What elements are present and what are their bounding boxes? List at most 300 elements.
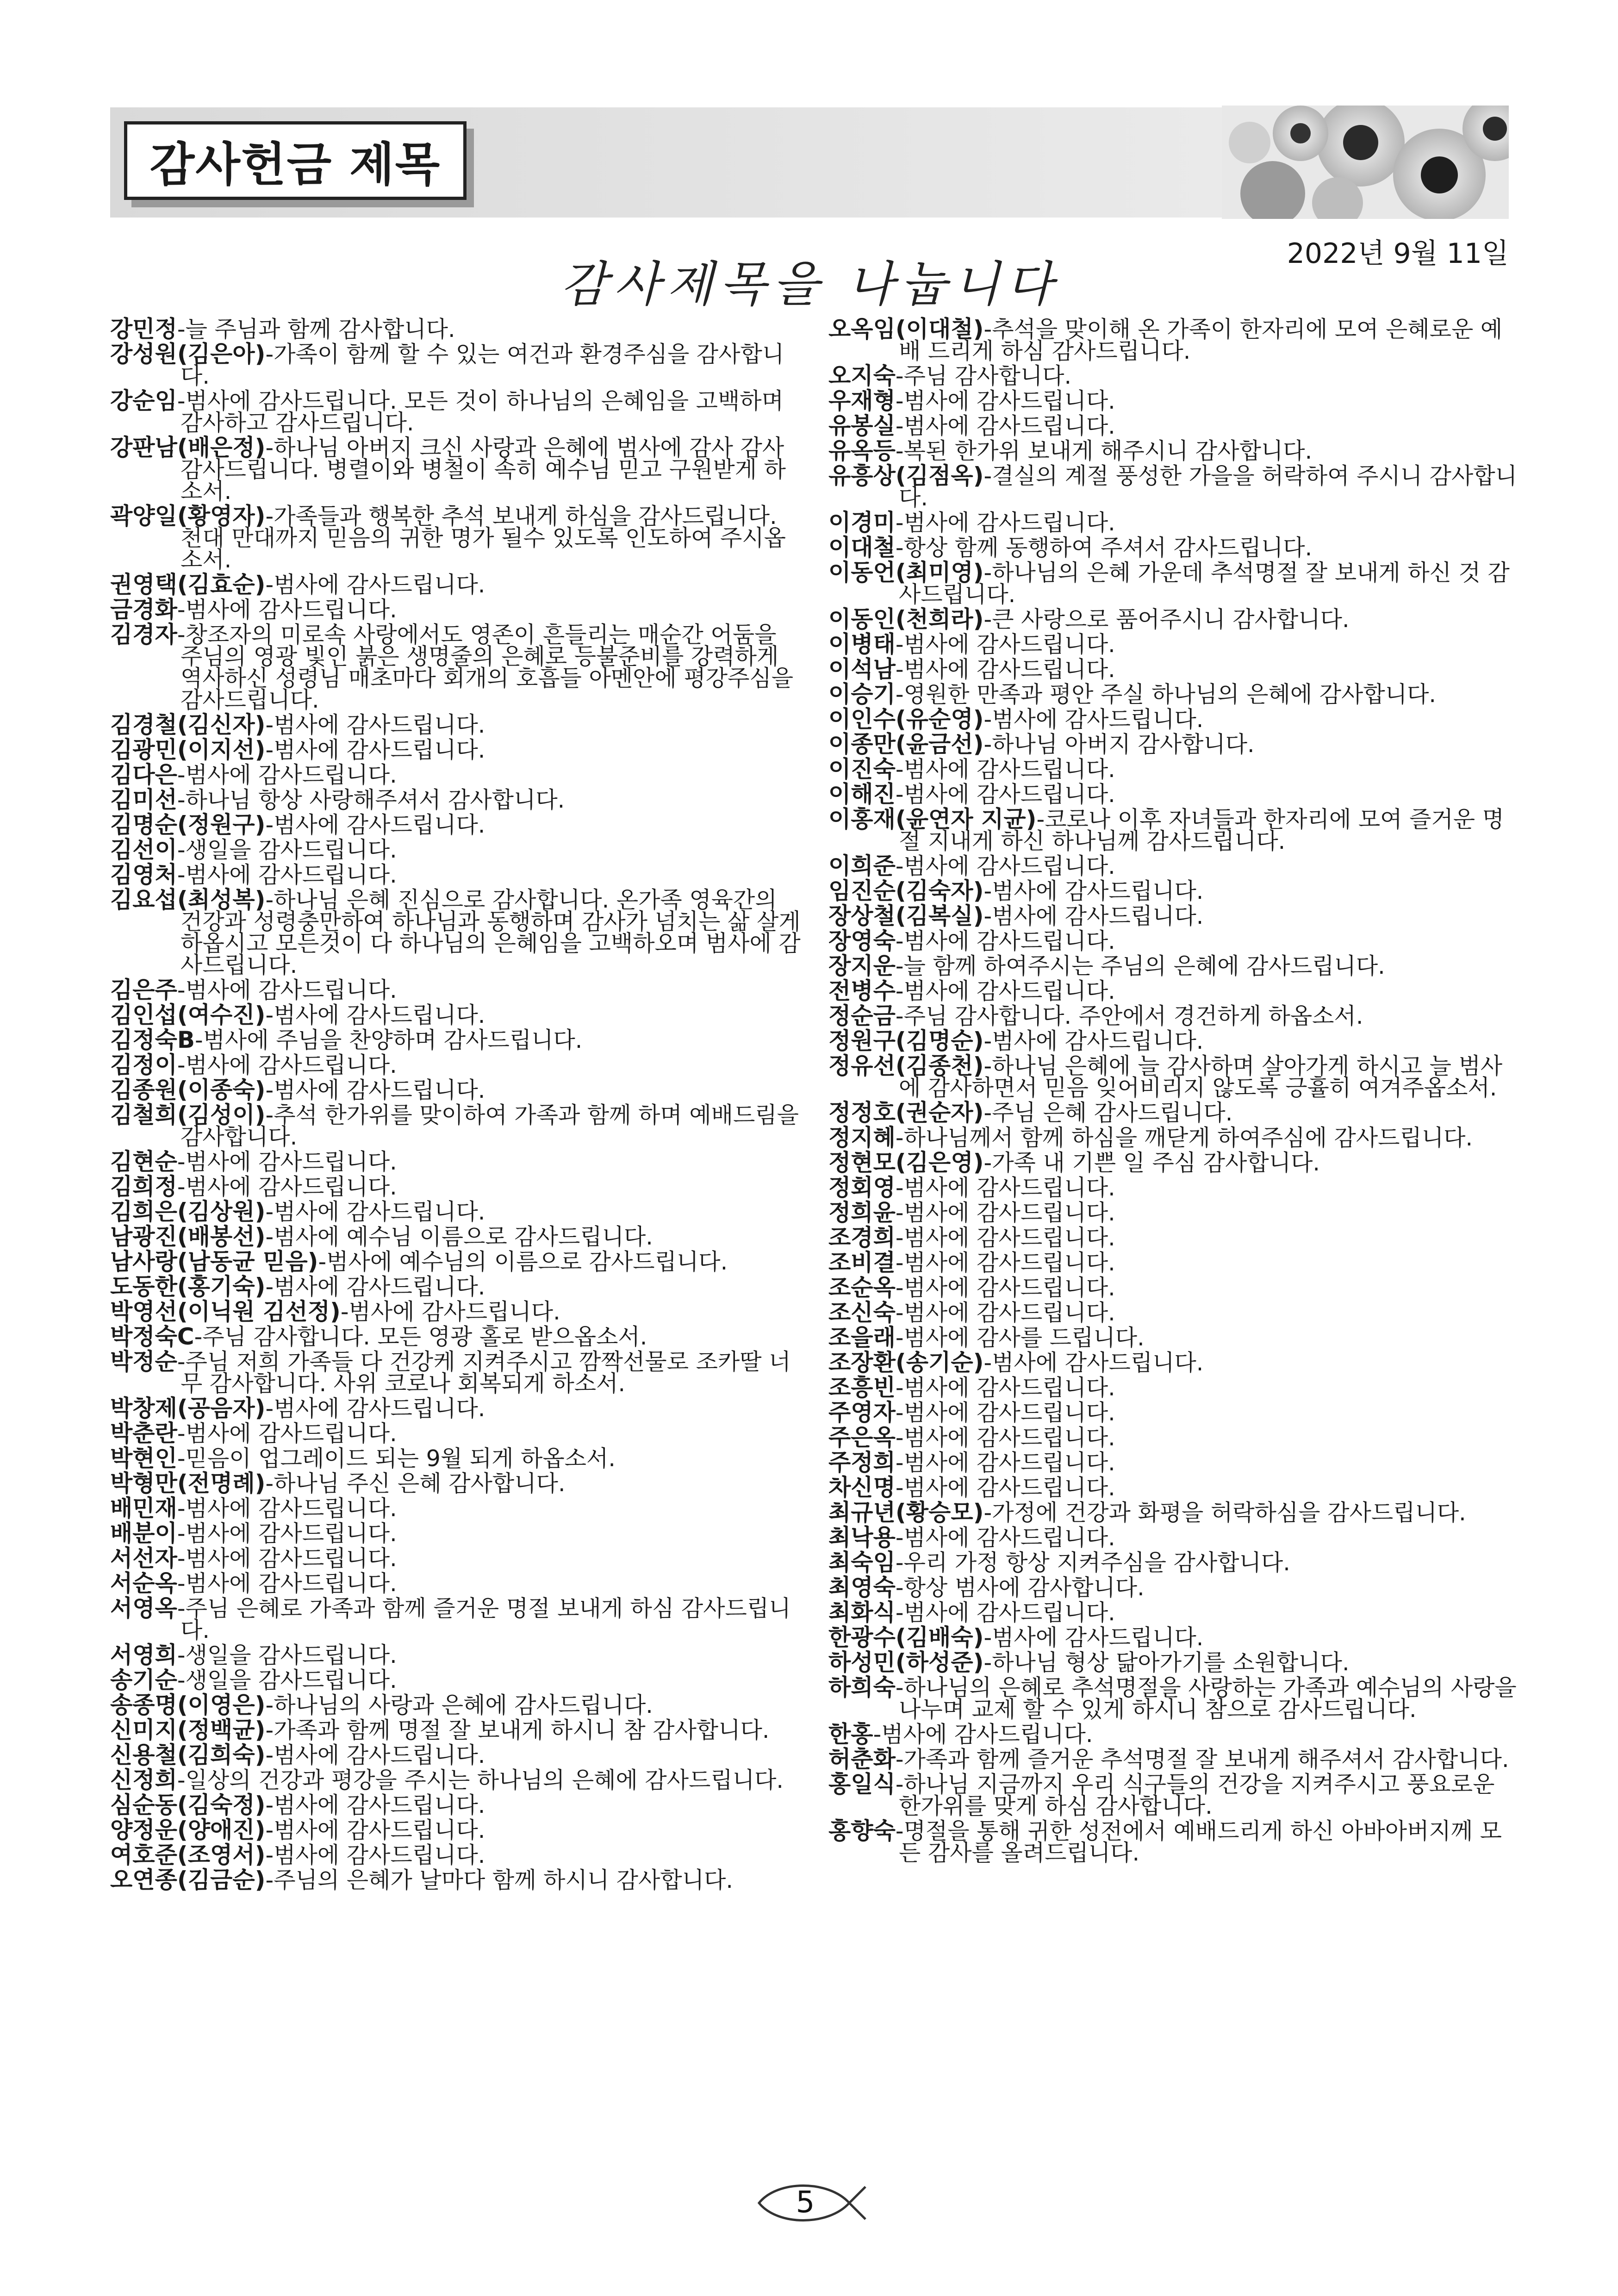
entry-text: 범사에 감사드립니다. — [274, 1002, 485, 1028]
entry-text: 범사에 감사드립니다. — [274, 712, 485, 738]
entry-separator: - — [265, 1692, 274, 1718]
entry-separator: - — [177, 1052, 186, 1078]
thanks-entry — [110, 1744, 804, 1766]
entry-name: 장지운 — [828, 952, 896, 979]
entry-separator: - — [177, 1520, 186, 1547]
entry-name: 조경희 — [828, 1224, 896, 1251]
entry-name: 김미선 — [110, 786, 177, 813]
entry-separator: - — [265, 1470, 274, 1497]
entry-text: 추석을 맞이해 온 가족이 한자리에 모여 은혜로운 예배 드리게 하심 감사드립니다. — [899, 316, 1503, 364]
entry-text: 범사에 감사드립니다. — [185, 597, 397, 623]
entry-text: 하나님 아버지 감사합니다. — [992, 731, 1255, 758]
entry-separator: - — [983, 1053, 992, 1079]
entry-separator: - — [895, 978, 904, 1004]
thanks-entry — [828, 1474, 1523, 1501]
entry-name: 박현인 — [110, 1445, 177, 1472]
entry-text: 늘 주님과 함께 감사합니다. — [185, 316, 455, 342]
thanks-entry — [110, 1273, 804, 1300]
entry-separator: - — [265, 1077, 274, 1103]
entry-name: 한광수(김배숙) — [828, 1624, 984, 1651]
entry-text: 주님 감사합니다. — [903, 363, 1072, 389]
entry-text: 범사에 감사드립니다. — [903, 1225, 1115, 1251]
entry-name: 김인섭(여수진) — [110, 1002, 266, 1028]
entry-text: 하나님 은혜 진심으로 감사합니다. 온가족 영육간의 건강과 성령충만하여 하나님과 동행하며 감사가 넘치는 삶 살게 하옵시고 모든것이 다 하나님의 은혜임을 고백하오며 범사에 감사드립니다. — [180, 887, 801, 978]
left-column — [110, 318, 804, 1894]
entry-separator: - — [177, 1149, 186, 1175]
entry-separator: - — [895, 1425, 904, 1451]
entry-name: 오옥임(이대철) — [828, 316, 984, 342]
entry-separator: - — [177, 762, 186, 788]
thanks-entry — [828, 318, 1523, 362]
thanks-entry — [828, 927, 1523, 954]
thanks-entry — [110, 836, 804, 863]
entry-text: 주님 은혜 감사드립니다. — [992, 1100, 1233, 1126]
entry-name: 정원구(김명순) — [828, 1027, 984, 1054]
entry-separator: - — [177, 1420, 186, 1447]
entry-name: 하성민(하성준) — [828, 1649, 984, 1676]
thanks-entry — [828, 1274, 1523, 1301]
entry-separator: - — [265, 503, 274, 529]
entry-separator: - — [318, 1249, 327, 1275]
thanks-entry — [110, 505, 804, 571]
entry-separator: - — [895, 510, 904, 536]
entry-name: 오지숙 — [828, 362, 896, 389]
entry-name: 송종명(이영은) — [110, 1692, 266, 1718]
entry-separator: - — [265, 1717, 274, 1743]
entry-name: 김명순(정원구) — [110, 811, 266, 838]
entry-text: 범사에 감사드립니다. — [903, 928, 1115, 954]
thanks-entry — [110, 1004, 804, 1026]
thanks-entry — [110, 1148, 804, 1175]
entry-name: 우재형 — [828, 387, 896, 414]
entry-separator: - — [983, 1350, 992, 1376]
entry-name: 김다은 — [110, 761, 177, 788]
entry-name: 차신명 — [828, 1474, 896, 1501]
entry-separator: - — [1036, 806, 1045, 833]
entry-separator: - — [895, 1549, 904, 1576]
entry-name: 유흥상(김점옥) — [828, 462, 984, 489]
thanks-entry — [828, 1124, 1523, 1151]
thanks-entry — [110, 1719, 804, 1741]
entry-text: 범사에 감사드립니다. — [274, 1274, 485, 1300]
entry-separator: - — [983, 1028, 992, 1054]
entry-name: 최규년(황승모) — [828, 1499, 984, 1526]
entry-name: 신용철(김희숙) — [110, 1742, 266, 1768]
entry-text: 범사에 감사드립니다. — [903, 510, 1115, 536]
entry-name: 김은주 — [110, 977, 177, 1003]
entry-text: 범사에 감사드립니다. — [903, 413, 1115, 439]
entry-name: 송기순 — [110, 1667, 177, 1693]
entry-text: 범사에 감사드립니다. — [881, 1721, 1093, 1748]
thanks-entry — [828, 1599, 1523, 1626]
entry-separator: - — [895, 781, 904, 808]
entry-separator: - — [895, 1475, 904, 1501]
thanks-entry — [828, 387, 1523, 414]
thanks-entry — [828, 1549, 1523, 1576]
entry-separator: - — [895, 656, 904, 683]
entry-separator: - — [265, 1742, 274, 1768]
entry-text: 추석 한가위를 맞이하여 가족과 함께 하며 예배드림을 감사합니다. — [180, 1102, 799, 1150]
entry-name: 박영선(이닉원 김선정) — [110, 1298, 341, 1325]
thanks-entry — [828, 1199, 1523, 1226]
thanks-entry — [110, 711, 804, 738]
section-subtitle: 감사제목을 나눕니다 — [560, 256, 1059, 312]
thanks-entry — [828, 781, 1523, 808]
thanks-entry — [828, 1649, 1523, 1676]
entry-separator: - — [177, 977, 186, 1003]
entry-name: 한홍 — [828, 1721, 873, 1748]
entry-name: 서영옥 — [110, 1595, 177, 1622]
thanks-entry — [110, 387, 804, 436]
entry-text: 범사에 감사를 드립니다. — [903, 1325, 1145, 1351]
entry-name: 정유선(김종천) — [828, 1052, 984, 1079]
entry-text: 가족과 함께 명절 잘 보내게 하시니 참 감사합니다. — [274, 1717, 770, 1743]
entry-name: 김경자 — [110, 621, 177, 648]
entry-text: 생일을 감사드립니다. — [185, 837, 397, 863]
entry-separator: - — [983, 463, 992, 489]
entry-text: 범사에 감사드립니다. — [903, 978, 1115, 1004]
entry-text: 범사에 감사드립니다. — [185, 1570, 397, 1597]
thanks-entry — [828, 1574, 1523, 1601]
thanks-entry — [110, 1223, 804, 1250]
entry-separator: - — [177, 622, 186, 648]
entry-name: 홍향숙 — [828, 1817, 896, 1844]
entry-name: 주정희 — [828, 1449, 896, 1476]
entry-name: 김철희(김성이) — [110, 1101, 266, 1128]
thanks-entry — [828, 977, 1523, 1004]
entry-name: 이병태 — [828, 631, 896, 658]
entry-text: 범사에 감사드립니다. — [185, 1149, 397, 1175]
entry-separator: - — [983, 1649, 992, 1676]
thanks-entry — [110, 1470, 804, 1497]
entry-separator: - — [177, 1667, 186, 1693]
entry-separator: - — [265, 712, 274, 738]
entry-text: 범사에 감사드립니다. — [992, 1350, 1204, 1376]
entry-name: 김광민(이지선) — [110, 736, 266, 763]
thanks-entry — [828, 1099, 1523, 1126]
thanks-entry — [110, 811, 804, 838]
thanks-entry — [110, 1769, 804, 1791]
thanks-entry — [110, 886, 804, 978]
entry-separator: - — [895, 1375, 904, 1401]
entry-text: 범사에 감사드립니다. — [185, 762, 397, 788]
thanks-entry — [110, 571, 804, 598]
entry-name: 김정숙B — [110, 1027, 195, 1053]
entry-name: 조흥빈 — [828, 1374, 896, 1401]
thanks-entry — [110, 1794, 804, 1816]
entry-separator: - — [265, 435, 274, 461]
entry-name: 김요섭(최성복) — [110, 886, 266, 913]
entry-text: 하나님 형상 닮아가기를 소원합니다. — [992, 1649, 1350, 1676]
entry-text: 생일을 감사드립니다. — [185, 1642, 397, 1668]
entry-text: 주님의 은혜가 날마다 함께 하시니 감사합니다. — [274, 1867, 734, 1893]
entry-name: 김경철(김신자) — [110, 711, 266, 738]
entry-separator: - — [265, 572, 274, 598]
entry-separator: - — [177, 787, 186, 813]
thanks-entry — [828, 1052, 1523, 1101]
entry-separator: - — [983, 903, 992, 929]
entry-separator: - — [177, 1570, 186, 1597]
entry-name: 박정숙C — [110, 1323, 194, 1350]
entry-separator: - — [895, 1125, 904, 1151]
entry-text: 생일을 감사드립니다. — [185, 1667, 397, 1693]
entry-separator: - — [177, 1445, 186, 1472]
entry-separator: - — [265, 1842, 274, 1868]
entry-text: 범사에 감사드립니다. — [185, 977, 397, 1003]
entry-name: 임진순(김숙자) — [828, 877, 984, 904]
entry-separator: - — [983, 606, 992, 633]
entry-separator: - — [895, 1450, 904, 1476]
thanks-entry — [828, 1299, 1523, 1326]
entry-name: 이승기 — [828, 681, 896, 708]
thanks-entry — [828, 534, 1523, 561]
thanks-entry — [828, 1817, 1523, 1866]
entry-text: 주님 은혜로 가족과 함께 즐거운 명절 보내게 하심 감사드립니다. — [180, 1595, 791, 1643]
entry-separator: - — [265, 1395, 274, 1422]
thanks-entry — [110, 1054, 804, 1076]
thanks-entry — [828, 952, 1523, 979]
thanks-entry — [110, 1520, 804, 1547]
entry-text: 주님 감사합니다. 주안에서 경건하게 하옵소서. — [903, 1003, 1363, 1029]
entry-name: 서선자 — [110, 1545, 177, 1572]
entry-text: 하나님의 사랑과 은혜에 감사드립니다. — [274, 1692, 653, 1718]
entry-name: 정지혜 — [828, 1124, 896, 1151]
thanks-entry — [110, 621, 804, 713]
entry-text: 주님 저희 가족들 다 건강케 지켜주시고 깜짝선물로 조카딸 너무 감사합니다. 사위 코로나 회복되게 하소서. — [180, 1349, 791, 1397]
thanks-entry — [110, 434, 804, 504]
entry-name: 홍일식 — [828, 1771, 896, 1798]
thanks-entry — [110, 1694, 804, 1716]
thanks-entry — [828, 1324, 1523, 1351]
thanks-entry — [110, 1395, 804, 1422]
entry-separator: - — [895, 756, 904, 783]
entry-separator: - — [265, 1867, 274, 1893]
entry-name: 주은옥 — [828, 1424, 896, 1451]
thanks-entry — [828, 1174, 1523, 1201]
entry-text: 하나님의 은혜로 추석명절을 사랑하는 가족과 예수님의 사랑을 나누며 교제 할 수 있게 하시니 참으로 감사드립니다. — [899, 1674, 1517, 1723]
thanks-entry — [110, 861, 804, 888]
entry-separator: - — [983, 1624, 992, 1651]
entry-separator: - — [895, 535, 904, 561]
entry-text: 명절을 통해 귀한 성전에서 예배드리게 하신 아바아버지께 모든 감사를 올려드립니다. — [899, 1818, 1502, 1866]
thanks-entry — [828, 756, 1523, 783]
thanks-entry — [828, 559, 1523, 608]
entry-separator: - — [983, 1500, 992, 1526]
entry-text: 범사에 감사드립니다. — [903, 1524, 1115, 1551]
entry-separator: - — [177, 1767, 186, 1793]
thanks-entry — [110, 736, 804, 763]
entry-name: 최영숙 — [828, 1574, 896, 1601]
entry-separator: - — [895, 1818, 904, 1844]
entry-text: 범사에 감사드립니다. — [903, 1450, 1115, 1476]
entry-separator: - — [983, 878, 992, 904]
entry-text: 하나님 아버지 크신 사랑과 은혜에 범사에 감사 감사 감사드립니다. 병렬이와 병철이 속히 예수님 믿고 구원받게 하소서. — [180, 435, 786, 504]
entry-name: 배민재 — [110, 1495, 177, 1522]
entry-text: 범사에 감사드립니다. 모든 것이 하나님의 은혜임을 고백하며 감사하고 감사드립니다. — [180, 388, 784, 436]
entry-text: 결실의 계절 풍성한 가을을 허락하여 주시니 감사합니다. — [899, 463, 1518, 511]
entry-name: 도동한(홍기숙) — [110, 1273, 266, 1300]
thanks-entry — [828, 412, 1523, 439]
thanks-entry — [828, 1499, 1523, 1526]
entry-name: 장상철(김복실) — [828, 902, 984, 929]
thanks-entry — [828, 902, 1523, 929]
entry-separator: - — [194, 1324, 203, 1350]
entry-separator: - — [265, 1199, 274, 1225]
thanks-entry — [828, 1399, 1523, 1426]
entry-name: 이석남 — [828, 656, 896, 683]
entry-name: 전병수 — [828, 977, 896, 1004]
entry-name: 박춘란 — [110, 1420, 177, 1447]
entry-name: 정정호(권순자) — [828, 1099, 984, 1126]
entry-name: 유봉실 — [828, 412, 896, 439]
thanks-entry — [828, 1027, 1523, 1054]
entry-name: 강민정 — [110, 316, 177, 342]
entry-text: 하나님의 은혜 가운데 추석명절 잘 보내게 하신 것 감사드립니다. — [899, 560, 1510, 608]
entry-name: 곽양일(황영자) — [110, 503, 266, 529]
entry-text: 복된 한가위 보내게 해주시니 감사합니다. — [903, 438, 1313, 464]
entry-text: 범사에 감사드립니다. — [274, 812, 485, 838]
entry-text: 범사에 감사드립니다. — [903, 656, 1115, 683]
entry-name: 양정운(양애진) — [110, 1817, 266, 1843]
thanks-entry — [828, 1449, 1523, 1476]
entry-name: 김종원(이종숙) — [110, 1076, 266, 1103]
entry-text: 범사에 감사드립니다. — [992, 878, 1204, 904]
entry-text: 범사에 감사드립니다. — [992, 1624, 1204, 1651]
entry-text: 범사에 감사드립니다. — [274, 1199, 485, 1225]
entry-separator: - — [895, 1771, 904, 1798]
entry-separator: - — [177, 1495, 186, 1522]
entry-name: 이해진 — [828, 781, 896, 808]
entry-text: 창조자의 미로속 사랑에서도 영존이 흔들리는 매순간 어둠을 주님의 영광 빛인 붉은 생명줄의 은혜로 등불준비를 강력하게 역사하신 성령님 매초마다 회개의 호흡들 아멘안에 평강주심을 감사드립니다. — [180, 622, 794, 713]
entry-separator: - — [895, 631, 904, 658]
entry-separator: - — [895, 388, 904, 414]
entry-separator: - — [895, 363, 904, 389]
entry-text: 범사에 감사드립니다. — [903, 631, 1115, 658]
entry-separator: - — [895, 953, 904, 979]
entry-text: 범사에 감사드립니다. — [903, 1175, 1115, 1201]
thanks-entry — [110, 1420, 804, 1447]
thanks-entry — [828, 437, 1523, 464]
entry-name: 서영희 — [110, 1642, 177, 1668]
entry-name: 허춘화 — [828, 1746, 896, 1773]
entry-separator: - — [873, 1721, 882, 1748]
thanks-entry — [828, 1624, 1523, 1651]
entry-name: 남광진(배봉선) — [110, 1223, 266, 1250]
entry-name: 주영자 — [828, 1399, 896, 1426]
entry-text: 범사에 감사드립니다. — [274, 572, 485, 598]
entry-text: 범사에 감사드립니다. — [274, 1395, 485, 1422]
entry-separator: - — [265, 1817, 274, 1843]
entry-separator: - — [895, 1524, 904, 1551]
thanks-entry — [110, 596, 804, 623]
date-label: 2022년 9월 11일 — [1287, 237, 1509, 270]
entry-name: 권영택(김효순) — [110, 571, 266, 598]
entry-name: 심순동(김숙정) — [110, 1792, 266, 1818]
entry-text: 범사에 감사드립니다. — [348, 1299, 560, 1325]
entry-text: 범사에 감사드립니다. — [903, 1475, 1115, 1501]
entry-text: 하나님 은혜에 늘 감사하며 살아가게 하시고 늘 범사에 감사하면서 믿음 잊어비리지 않도록 긍휼히 여겨주옵소서. — [899, 1053, 1503, 1101]
entry-separator: - — [177, 1174, 186, 1200]
thanks-entry — [828, 1374, 1523, 1401]
entry-separator: - — [895, 1325, 904, 1351]
entry-text: 범사에 감사드립니다. — [903, 1400, 1115, 1426]
thanks-entry — [828, 706, 1523, 733]
thanks-entry — [110, 1495, 804, 1522]
thanks-entry — [828, 681, 1523, 708]
entry-name: 서순옥 — [110, 1570, 177, 1597]
entry-name: 박창제(공음자) — [110, 1395, 266, 1422]
entry-name: 최낙용 — [828, 1524, 896, 1551]
thanks-entry — [828, 1773, 1523, 1817]
entry-separator: - — [895, 928, 904, 954]
entry-name: 이인수(유순영) — [828, 706, 984, 733]
entry-text: 범사에 예수님의 이름으로 감사드립니다. — [326, 1249, 728, 1275]
entry-separator: - — [895, 1300, 904, 1326]
entry-separator: - — [177, 1595, 186, 1622]
entry-separator: - — [177, 1545, 186, 1572]
entry-text: 늘 함께 하여주시는 주님의 은혜에 감사드립니다. — [903, 953, 1385, 979]
entry-text: 범사에 감사드립니다. — [185, 1520, 397, 1547]
sunflower-bouquet-icon — [1222, 106, 1509, 219]
entry-text: 코로나 이후 자녀들과 한자리에 모여 즐거운 명절 지내게 하신 하나님께 감사드립니다. — [899, 806, 1505, 854]
thanks-entry — [110, 1173, 804, 1200]
entry-text: 범사에 감사드립니다. — [185, 862, 397, 888]
entry-text: 범사에 감사드립니다. — [274, 1742, 485, 1768]
entry-separator: - — [177, 597, 186, 623]
entry-name: 이동언(최미영) — [828, 559, 984, 586]
entry-name: 정희윤 — [828, 1199, 896, 1226]
entry-name: 이종만(윤금선) — [828, 731, 984, 758]
thanks-entry — [828, 1524, 1523, 1551]
entry-name: 오연종(김금순) — [110, 1867, 266, 1893]
thanks-entry — [828, 1002, 1523, 1029]
entry-text: 범사에 예수님 이름으로 감사드립니다. — [274, 1224, 653, 1250]
entry-separator: - — [265, 1224, 274, 1250]
thanks-entry — [828, 1249, 1523, 1276]
entry-name: 김희은(김상원) — [110, 1198, 266, 1225]
thanks-entry — [828, 1674, 1523, 1723]
entry-text: 우리 가정 항상 지켜주심을 감사합니다. — [903, 1549, 1290, 1576]
thanks-entry — [110, 1869, 804, 1891]
entry-name: 조장환(송기순) — [828, 1349, 984, 1376]
thanks-entry — [828, 362, 1523, 389]
entry-text: 하나님 지금까지 우리 식구들의 건강을 지켜주시고 풍요로운 한가위를 맞게 하심 감사합니다. — [899, 1771, 1495, 1819]
entry-separator: - — [895, 1746, 904, 1773]
thanks-entry — [828, 731, 1523, 758]
right-column — [828, 318, 1523, 1867]
thanks-entry — [828, 656, 1523, 683]
entry-name: 이동인(천희라) — [828, 606, 984, 633]
entry-separator: - — [177, 1349, 186, 1375]
entry-separator: - — [265, 1002, 274, 1028]
entry-name: 정현모(김은영) — [828, 1149, 984, 1176]
entry-text: 항상 함께 동행하여 주셔서 감사드립니다. — [903, 535, 1313, 561]
entry-text: 범사에 감사드립니다. — [903, 853, 1115, 879]
entry-separator: - — [265, 737, 274, 763]
entry-name: 김희정 — [110, 1173, 177, 1200]
entry-separator: - — [895, 1400, 904, 1426]
entry-text: 믿음이 업그레이드 되는 9월 되게 하옵소서. — [185, 1445, 616, 1472]
thanks-entry — [828, 806, 1523, 854]
thanks-entry — [110, 1595, 804, 1643]
entry-name: 신정희 — [110, 1767, 177, 1793]
entry-separator: - — [895, 681, 904, 708]
thanks-entry — [110, 1445, 804, 1472]
entry-name: 강순임 — [110, 387, 177, 414]
entry-text: 범사에 감사드립니다. — [903, 1300, 1115, 1326]
thanks-entry — [828, 631, 1523, 658]
entry-text: 범사에 주님을 찬양하며 감사드립니다. — [203, 1027, 583, 1053]
